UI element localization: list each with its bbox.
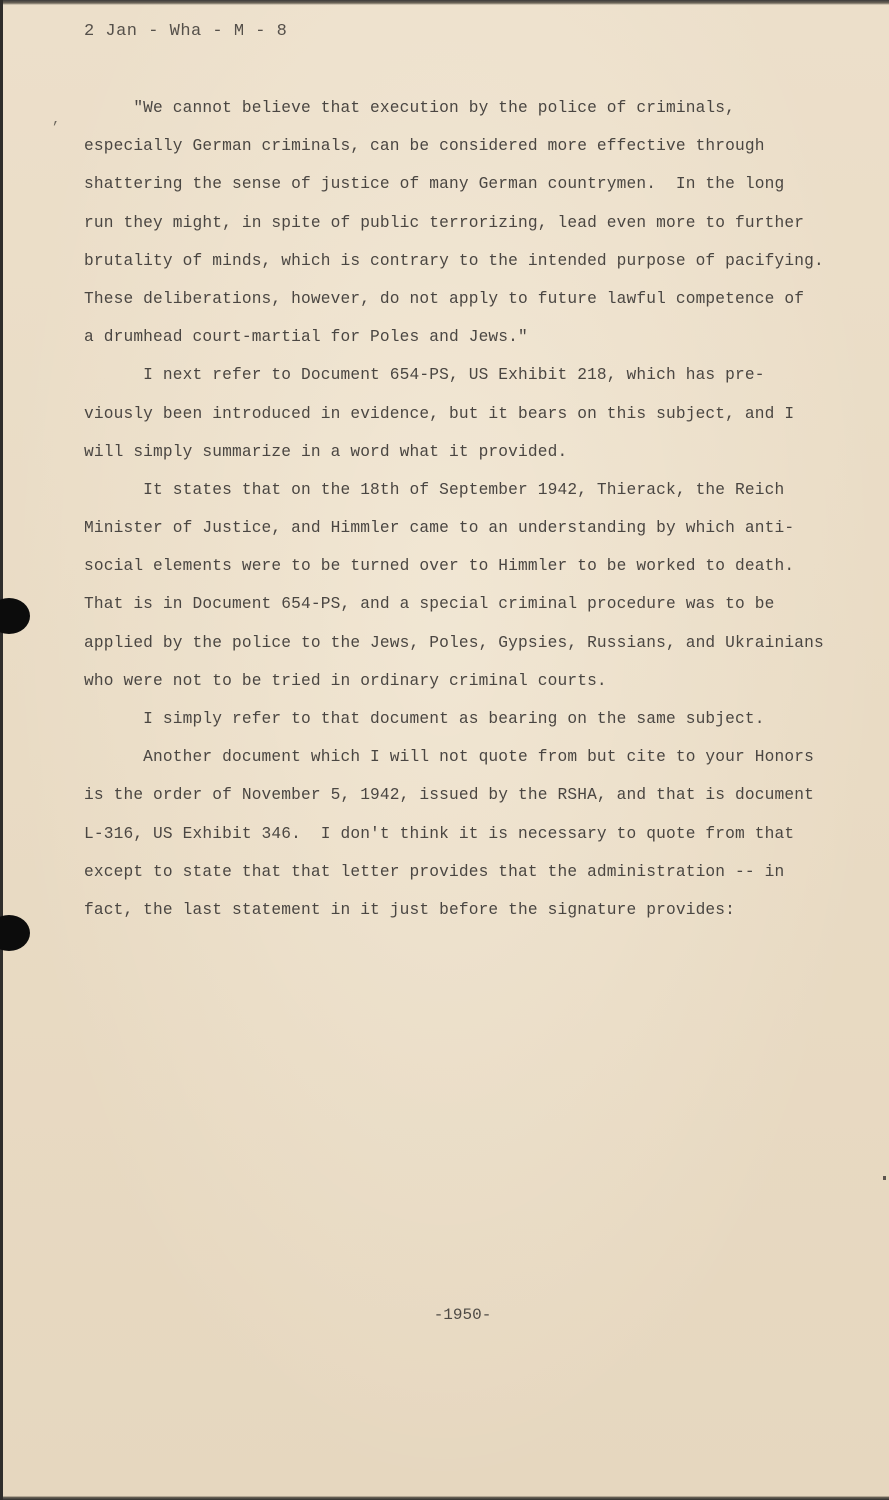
text-line: especially German criminals, can be considered more effective through bbox=[84, 137, 765, 156]
page-reference-header: 2 Jan - Wha - M - 8 bbox=[84, 22, 288, 41]
text-line: fact, the last statement in it just before the signature provides: bbox=[84, 900, 736, 919]
text-line: I next refer to Document 654-PS, US Exhibit 218, which has pre- bbox=[84, 366, 765, 385]
text-line: I simply refer to that document as bearing on the same subject. bbox=[84, 710, 765, 728]
text-line: except to state that that letter provides that the administration -- in bbox=[84, 862, 785, 881]
text-line: run they might, in spite of public terrorizing, lead even more to further bbox=[84, 213, 805, 232]
punch-hole-lower bbox=[0, 915, 30, 951]
scan-left-edge bbox=[0, 0, 3, 1500]
page-number: -1950- bbox=[433, 1306, 492, 1324]
punch-hole-upper bbox=[0, 598, 30, 634]
transcript-body bbox=[84, 94, 824, 934]
text-line: who were not to be tried in ordinary criminal courts. bbox=[84, 671, 607, 690]
text-line: a drumhead court-martial for Poles and Jews." bbox=[84, 328, 528, 347]
scan-top-edge bbox=[0, 0, 889, 5]
text-line: brutality of minds, which is contrary to the intended purpose of pacifying. bbox=[84, 251, 824, 270]
text-line: is the order of November 5, 1942, issued by the RSHA, and that is document bbox=[84, 786, 814, 805]
text-line: Minister of Justice, and Himmler came to an understanding by which anti- bbox=[84, 519, 795, 538]
stray-ink-mark: , bbox=[52, 112, 61, 128]
text-line: "We cannot believe that execution by the police of criminals, bbox=[84, 99, 736, 117]
margin-dot bbox=[883, 1176, 886, 1180]
text-line: Another document which I will not quote from but cite to your Honors bbox=[84, 748, 814, 767]
scan-bottom-edge bbox=[0, 1496, 889, 1500]
text-line: These deliberations, however, do not apply to future lawful competence of bbox=[84, 289, 805, 308]
text-line: will simply summarize in a word what it provided. bbox=[84, 442, 568, 461]
text-line: social elements were to be turned over to Himmler to be worked to death. bbox=[84, 557, 795, 576]
text-line: applied by the police to the Jews, Poles, Gypsies, Russians, and Ukrainians bbox=[84, 633, 824, 652]
text-line: L-316, US Exhibit 346. I don't think it is necessary to quote from that bbox=[84, 824, 795, 843]
text-line: shattering the sense of justice of many German countrymen. In the long bbox=[84, 175, 785, 194]
text-line: It states that on the 18th of September 1942, Thierack, the Reich bbox=[84, 480, 785, 499]
text-line: viously been introduced in evidence, but it bears on this subject, and I bbox=[84, 404, 795, 423]
text-line: That is in Document 654-PS, and a special criminal procedure was to be bbox=[84, 595, 775, 614]
